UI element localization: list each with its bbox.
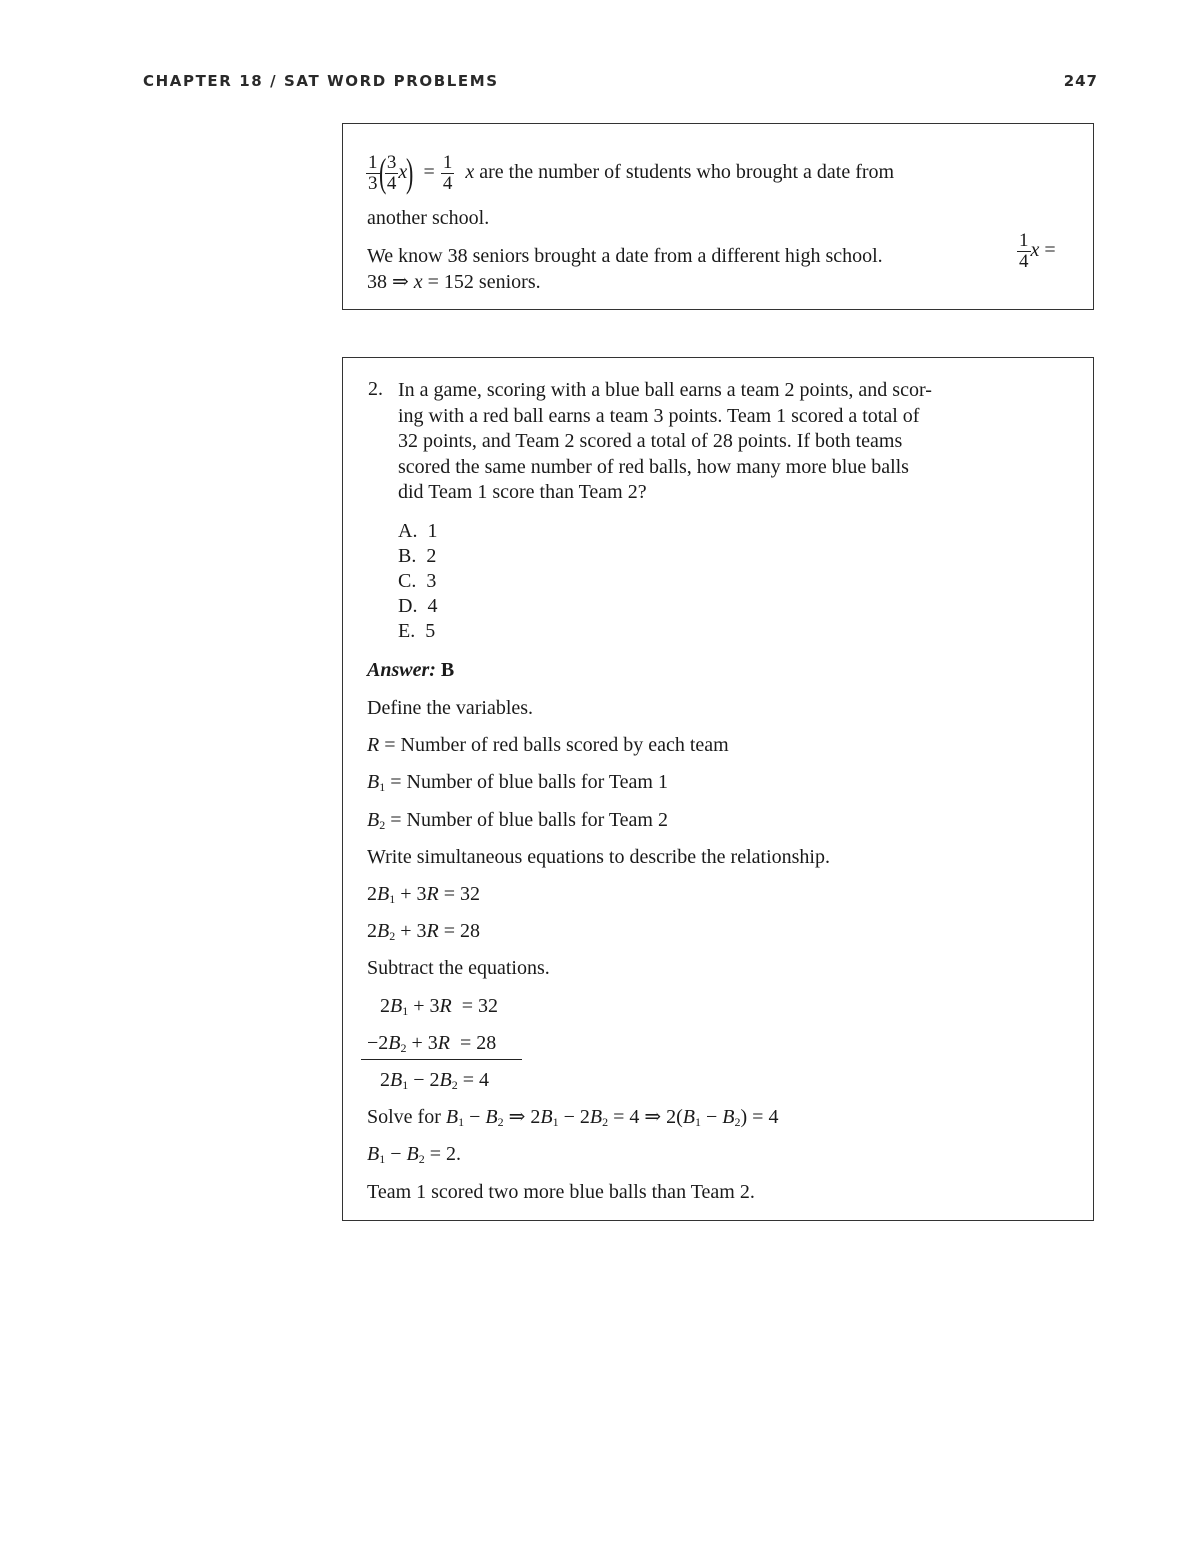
conclusion-text: Team 1 scored two more blue balls than Team 2.	[367, 1181, 755, 1203]
subtraction-row-2: $-2B_2 + 3R = 28$	[367, 1032, 497, 1055]
line3-text: We know 38 seniors brought a date from a different high school.	[367, 245, 883, 267]
subtract-text: Subtract the equations.	[367, 957, 550, 979]
choice-d: D. 4	[398, 595, 438, 617]
answer-line	[367, 658, 454, 682]
answer-value: B	[440, 659, 455, 681]
equation-1: $2B_1 + 3R = 32$	[367, 883, 480, 906]
question-line: ing with a red ball earns a team 3 points. Team 1 scored a total of	[398, 404, 920, 427]
fraction-three-fourths: $\frac{3}{4}$	[386, 151, 397, 194]
r-definition: R = Number of red balls scored by each team	[367, 734, 729, 756]
question-text	[398, 378, 1068, 506]
line2-text: another school.	[367, 207, 490, 229]
subtraction-result: $2B_1 - 2B_2 = 4$	[380, 1069, 489, 1092]
equation-2: $2B_2 + 3R = 28$	[367, 920, 480, 943]
b1-definition: $B_1$ = Number of blue balls for Team 1	[367, 771, 668, 794]
simultaneous-equations-text: Write simultaneous equations to describe the relationship.	[367, 846, 830, 868]
fraction-one-third: $\frac{1}{3}$	[368, 151, 378, 194]
line3-fraction-expression: $\frac{1}{4}$ x =	[1019, 229, 1056, 272]
choice-b: B. 2	[398, 545, 437, 567]
fraction-equation-line: $\frac{1}{3}$ ( $\frac{3}{4}$ x) = $\frac{1}{4}$ x are the number of students who brought a date from	[368, 150, 895, 196]
question-number: 2.	[368, 378, 383, 400]
chapter-title: CHAPTER 18 / SAT WORD PROBLEMS	[143, 72, 499, 90]
final-value-line: $B_1 - B_2 = 2$.	[367, 1143, 461, 1166]
choice-e: E. 5	[398, 620, 436, 642]
subtraction-row-1: $2B_1 + 3R = 32$	[380, 995, 498, 1018]
choice-a: A. 1	[398, 520, 438, 542]
fraction-one-fourth: $\frac{1}{4}$	[442, 151, 453, 194]
define-variables-text: Define the variables.	[367, 697, 534, 719]
question-line: 32 points, and Team 2 scored a total of 28 points. If both teams	[398, 430, 903, 452]
answer-label: Answer:	[367, 659, 436, 681]
question-line: did Team 1 score than Team 2?	[398, 481, 647, 503]
choice-c: C. 3	[398, 570, 437, 592]
running-header	[143, 72, 1098, 96]
question-line: In a game, scoring with a blue ball earns a team 2 points, and scor-	[398, 379, 932, 401]
question-line: scored the same number of red balls, how many more blue balls	[398, 455, 909, 478]
line1-text: are the number of students who brought a date from	[479, 161, 895, 183]
solve-line: Solve for $B_1 - B_2$ ⇒ $2B_1 - 2B_2 = 4$ ⇒ $2(B_1 - B_2) = 4$	[367, 1106, 779, 1129]
page-number: 247	[1063, 72, 1098, 90]
b2-definition: $B_2$ = Number of blue balls for Team 2	[367, 809, 668, 832]
subtraction-rule	[361, 1059, 522, 1060]
line4-text: 38 ⇒ x = 152 seniors.	[367, 271, 541, 293]
